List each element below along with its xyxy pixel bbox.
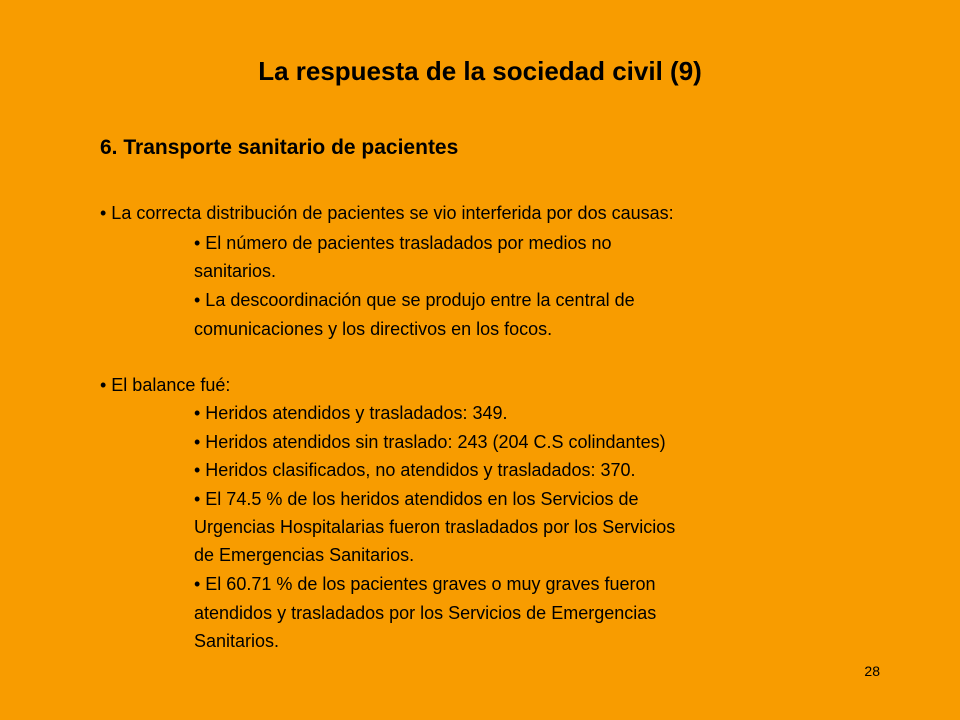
slide-title: La respuesta de la sociedad civil (9) [258, 56, 702, 86]
sub-bullet-percent-hospital-cont-2: de Emergencias Sanitarios. [194, 545, 415, 565]
sub-bullet-non-sanitary-transport-cont: sanitarios. [194, 261, 277, 281]
sub-bullet-percent-hospital-cont-1: Urgencias Hospitalarias fueron trasladados por los Servicios [194, 517, 676, 537]
bullet-balance: • El balance fué: [100, 375, 231, 395]
sub-bullet-percent-severe: • El 60.71 % de los pacientes graves o muy graves fueron [194, 574, 656, 594]
sub-bullet-percent-hospital: • El 74.5 % de los heridos atendidos en los Servicios de [194, 489, 639, 509]
sub-bullet-attended-not-transferred: • Heridos atendidos sin traslado: 243 (204 C.S colindantes) [194, 432, 666, 452]
sub-bullet-classified: • Heridos clasificados, no atendidos y trasladados: 370. [194, 460, 636, 480]
page-number: 28 [864, 663, 880, 679]
sub-bullet-attended-transferred: • Heridos atendidos y trasladados: 349. [194, 403, 508, 423]
bullet-distribution-causes: • La correcta distribución de pacientes se vio interferida por dos causas: [100, 203, 674, 223]
sub-bullet-miscoordination-cont: comunicaciones y los directivos en los focos. [194, 319, 553, 339]
sub-bullet-percent-severe-cont-1: atendidos y trasladados por los Servicios de Emergencias [194, 603, 657, 623]
sub-bullet-percent-severe-cont-2: Sanitarios. [194, 631, 280, 651]
section-heading: 6. Transporte sanitario de pacientes [100, 136, 459, 159]
sub-bullet-non-sanitary-transport: • El número de pacientes trasladados por medios no [194, 233, 612, 253]
sub-bullet-miscoordination: • La descoordinación que se produjo entre la central de [194, 290, 635, 310]
